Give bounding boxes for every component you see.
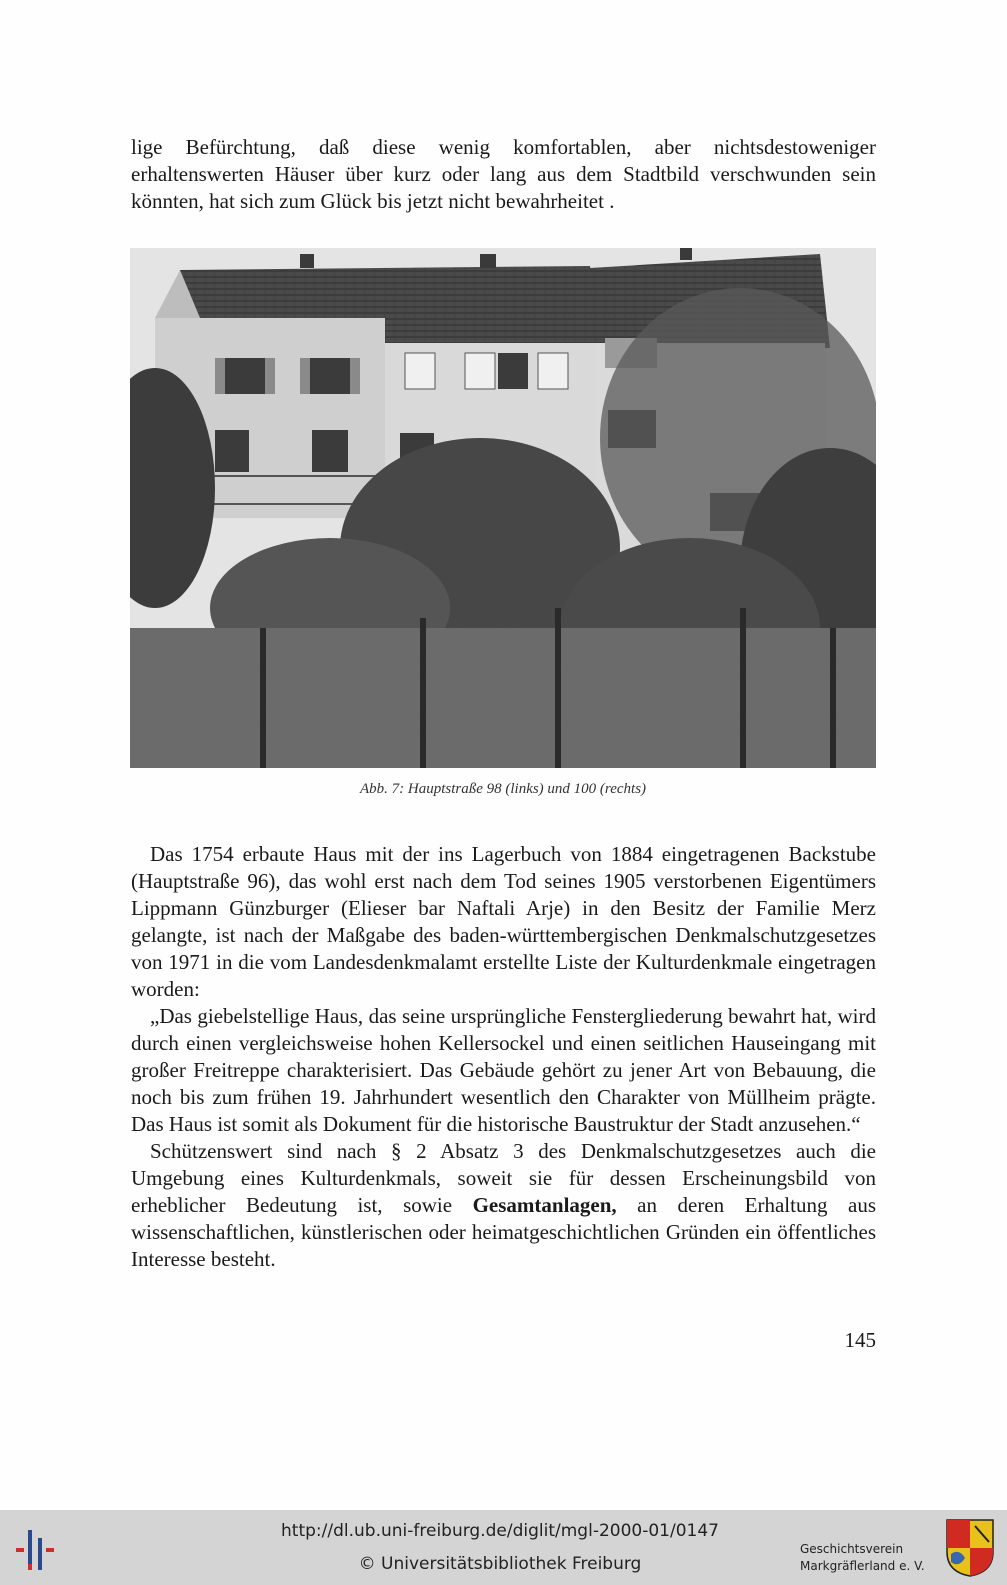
paragraph-3-start: Schützenswert sind nach § 2 Absatz 3 des Denkmalschutzgesetzes auch die Umgebung eines Kulturdenkmals, soweit sie für dessen Erscheinungsbild von erheblicher Bedeutung ist, sowie <box>131 1139 876 1217</box>
page-number: 145 <box>844 1328 876 1352</box>
university-library-logo-icon <box>14 1524 62 1574</box>
footer-copyright: © Universitätsbibliothek Freiburg <box>358 1554 642 1574</box>
society-name <box>800 1541 950 1575</box>
intro-paragraph <box>131 134 876 215</box>
paragraph-1: Das 1754 erbaute Haus mit der ins Lagerbuch von 1884 eingetragenen Backstube (Hauptstraße 96), das wohl erst nach dem Tod seines 1905 verstorbenen Eigentümers Lippmann Günzburger (Elieser bar Naftali Arje) in den Besitz der Familie Merz gelangte, ist nach der Maßgabe des baden-württembergischen Denkmalschutzgesetzes von 1971 in die vom Landesdenkmalamt erstellte Liste der Kulturdenkmale eingetragen worden: <box>131 842 876 1001</box>
footer-bar <box>0 1510 1007 1585</box>
paragraph-3-end: an deren Erhaltung aus wissenschaftlichen, künstlerischen oder heimatgeschichtlichen Gründen ein öffentliches Interesse besteht. <box>131 1193 876 1271</box>
paragraph-3 <box>131 1138 876 1273</box>
intro-text: lige Befürchtung, daß diese wenig komfortablen, aber nichtsdestoweniger erhaltenswerten Häuser über kurz oder lang aus dem Stadtbild verschwunden sein könnten, hat sich zum Glück bis jetzt nicht bewahrheitet . <box>131 135 876 213</box>
figure-caption: Abb. 7: Hauptstraße 98 (links) und 100 (rechts) <box>359 781 647 797</box>
paragraph-2-quote: „Das giebelstellige Haus, das seine ursprüngliche Fenstergliederung bewahrt hat, wird durch einen vergleichsweise hohen Kellersockel und einen seitlichen Hauseingang mit großer Freitreppe charakterisiert. Das Gebäude gehört zu jener Art von Bebauung, die noch bis zum frühen 19. Jahrhundert wesentlich den Charakter von Müllheim prägte. Das Haus ist somit als Dokument für die historische Baustruktur der Stadt anzusehen.“ <box>131 1004 876 1136</box>
paragraph-3-bold-term: Gesamtanlagen, <box>472 1193 617 1217</box>
body-text <box>131 841 876 1273</box>
figure-photo <box>130 248 876 768</box>
society-line-2: Markgräflerland e. V. <box>800 1559 925 1573</box>
society-crest-icon <box>945 1518 995 1578</box>
footer-url-link[interactable]: http://dl.ub.uni-freiburg.de/diglit/mgl-2000-01/0147 <box>281 1521 719 1541</box>
society-line-1: Geschichtsverein <box>800 1542 904 1556</box>
